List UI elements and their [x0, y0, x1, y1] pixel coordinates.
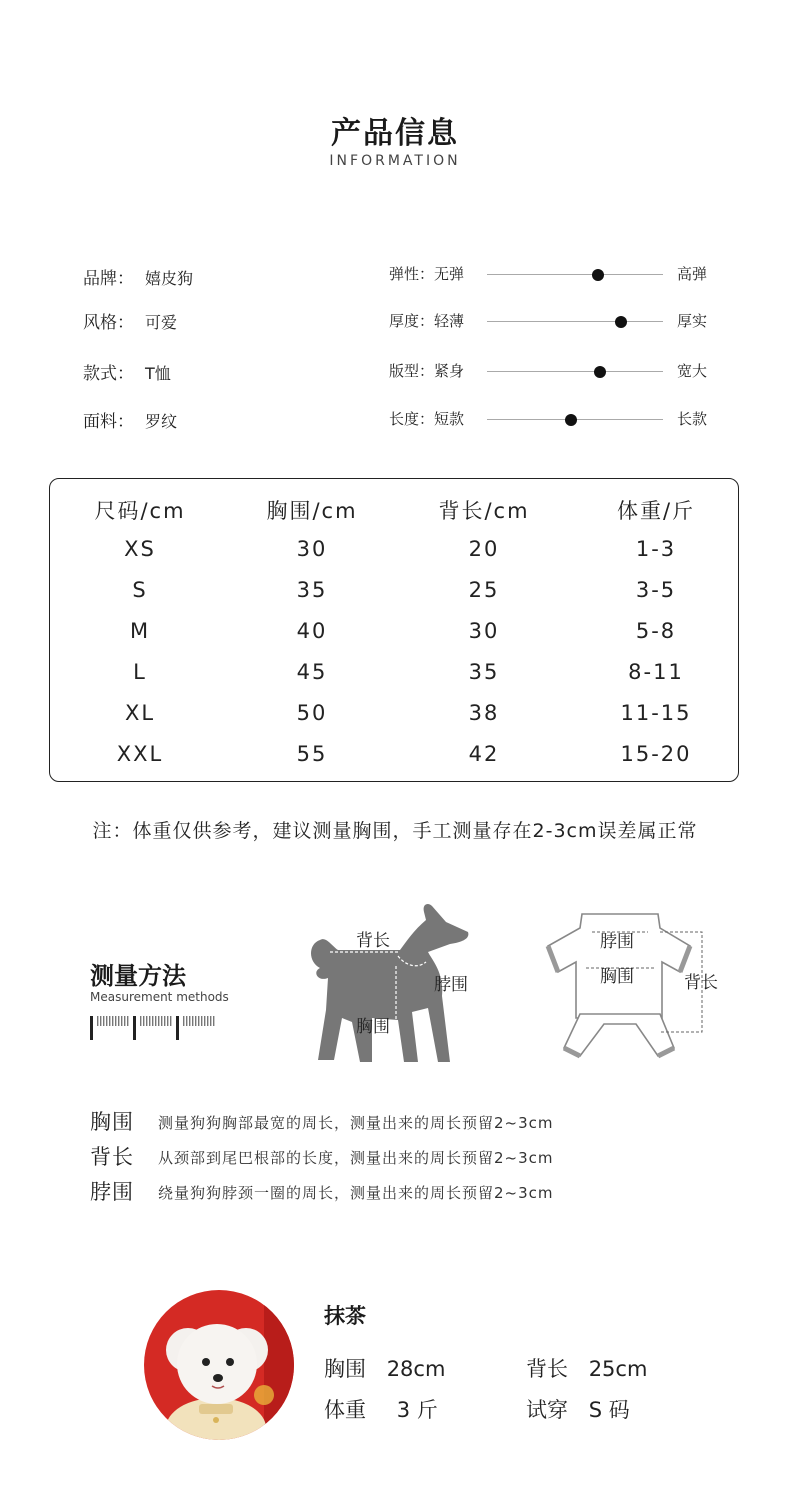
slider-right-label: 宽大 — [677, 362, 708, 380]
slider-track — [487, 321, 663, 322]
slider-right-label: 长款 — [677, 410, 708, 428]
slider-dot — [565, 414, 577, 426]
desc-key: 胸围 — [90, 1110, 134, 1134]
table-cell: 50 — [296, 701, 328, 725]
table-header: 尺码/cm — [94, 499, 186, 523]
attr-value: 可爱 — [145, 313, 178, 332]
attr-brand — [83, 264, 193, 289]
pet-weight-value: 3 斤 — [396, 1398, 438, 1422]
table-header: 胸围/cm — [266, 499, 358, 523]
ruler-icon — [90, 1014, 222, 1042]
table-cell: 38 — [468, 701, 500, 725]
slider-right-label: 高弹 — [677, 265, 708, 283]
slider-dot — [592, 269, 604, 281]
measurement-title: 测量方法 — [90, 962, 186, 990]
slider-right-label: 厚实 — [677, 312, 708, 330]
attr-value: T恤 — [145, 364, 171, 383]
table-cell: 1-3 — [635, 537, 677, 561]
attr-key: 品牌： — [83, 269, 134, 289]
table-cell: 35 — [468, 660, 500, 684]
attr-key: 款式： — [83, 364, 134, 384]
slider-label: 厚度：轻薄 — [389, 312, 465, 330]
dog-label-back: 背长 — [356, 931, 390, 951]
desc-text: 绕量狗狗脖颈一圈的周长，测量出来的周长预留2~3cm — [158, 1184, 554, 1202]
desc-back — [90, 1147, 690, 1173]
desc-key: 背长 — [90, 1145, 134, 1169]
table-cell: 11-15 — [620, 701, 692, 725]
pet-back-value: 25cm — [588, 1357, 648, 1381]
table-cell: 30 — [296, 537, 328, 561]
attr-fabric — [83, 407, 177, 432]
slider-label: 版型：紧身 — [389, 362, 465, 380]
slider-fit — [389, 360, 719, 384]
table-cell: 45 — [296, 660, 328, 684]
pet-chest — [324, 1353, 445, 1383]
table-cell: 5-8 — [635, 619, 677, 643]
slider-elasticity — [389, 263, 719, 287]
dog-label-neck: 脖围 — [434, 975, 468, 995]
desc-text: 测量狗狗胸部最宽的周长，测量出来的周长预留2~3cm — [158, 1114, 554, 1132]
pet-name: 抹茶 — [324, 1304, 366, 1328]
size-table — [49, 478, 739, 782]
desc-text: 从颈部到尾巴根部的长度，测量出来的周长预留2~3cm — [158, 1149, 554, 1167]
page-subtitle: INFORMATION — [329, 153, 461, 169]
slider-length — [389, 408, 719, 432]
table-cell: 25 — [468, 578, 500, 602]
table-header: 体重/斤 — [616, 499, 696, 523]
slider-dot — [594, 366, 606, 378]
table-cell: 8-11 — [628, 660, 684, 684]
table-cell: 35 — [296, 578, 328, 602]
attr-value: 罗纹 — [145, 412, 178, 431]
pet-try-value: S 码 — [588, 1398, 630, 1422]
table-cell: L — [133, 660, 147, 684]
attr-value: 嬉皮狗 — [145, 269, 194, 288]
table-cell: 15-20 — [620, 742, 692, 766]
attr-type — [83, 359, 171, 384]
slider-dot — [615, 316, 627, 328]
slider-label: 弹性：无弹 — [389, 265, 465, 283]
attr-style — [83, 308, 177, 333]
table-header: 背长/cm — [438, 499, 530, 523]
desc-chest — [90, 1112, 690, 1138]
pet-avatar — [144, 1290, 294, 1440]
measurement-subtitle: Measurement methods — [90, 990, 229, 1004]
table-cell: 42 — [468, 742, 500, 766]
attr-key: 风格： — [83, 313, 134, 333]
pet-try-label: 试穿 — [526, 1398, 568, 1422]
table-cell: M — [129, 619, 151, 643]
page-title: 产品信息 — [331, 116, 459, 151]
pet-chest-value: 28cm — [386, 1357, 446, 1381]
pet-weight — [324, 1394, 438, 1424]
pet-try — [526, 1394, 630, 1424]
shirt-label-neck: 脖围 — [600, 932, 634, 952]
desc-neck — [90, 1182, 690, 1208]
table-cell: S — [132, 578, 148, 602]
table-cell: 30 — [468, 619, 500, 643]
size-note: 注：体重仅供参考，建议测量胸围，手工测量存在2-3cm误差属正常 — [92, 820, 698, 842]
pet-back — [526, 1353, 647, 1383]
table-cell: 40 — [296, 619, 328, 643]
table-cell: XXL — [116, 742, 164, 766]
table-cell: 3-5 — [635, 578, 677, 602]
pet-chest-label: 胸围 — [324, 1357, 366, 1381]
table-cell: 55 — [296, 742, 328, 766]
shirt-label-chest: 胸围 — [600, 967, 634, 987]
dog-diagram — [300, 900, 490, 1068]
slider-label: 长度：短款 — [389, 410, 465, 428]
table-cell: XL — [124, 701, 156, 725]
slider-track — [487, 274, 663, 275]
dog-label-chest: 胸围 — [356, 1017, 390, 1037]
shirt-label-back: 背长 — [684, 973, 718, 993]
shirt-diagram — [540, 906, 740, 1064]
desc-key: 脖围 — [90, 1180, 134, 1204]
table-cell: 20 — [468, 537, 500, 561]
pet-weight-label: 体重 — [324, 1398, 366, 1422]
slider-track — [487, 371, 663, 372]
attr-key: 面料： — [83, 412, 134, 432]
pet-back-label: 背长 — [526, 1357, 568, 1381]
table-cell: XS — [124, 537, 156, 561]
slider-thickness — [389, 310, 719, 334]
